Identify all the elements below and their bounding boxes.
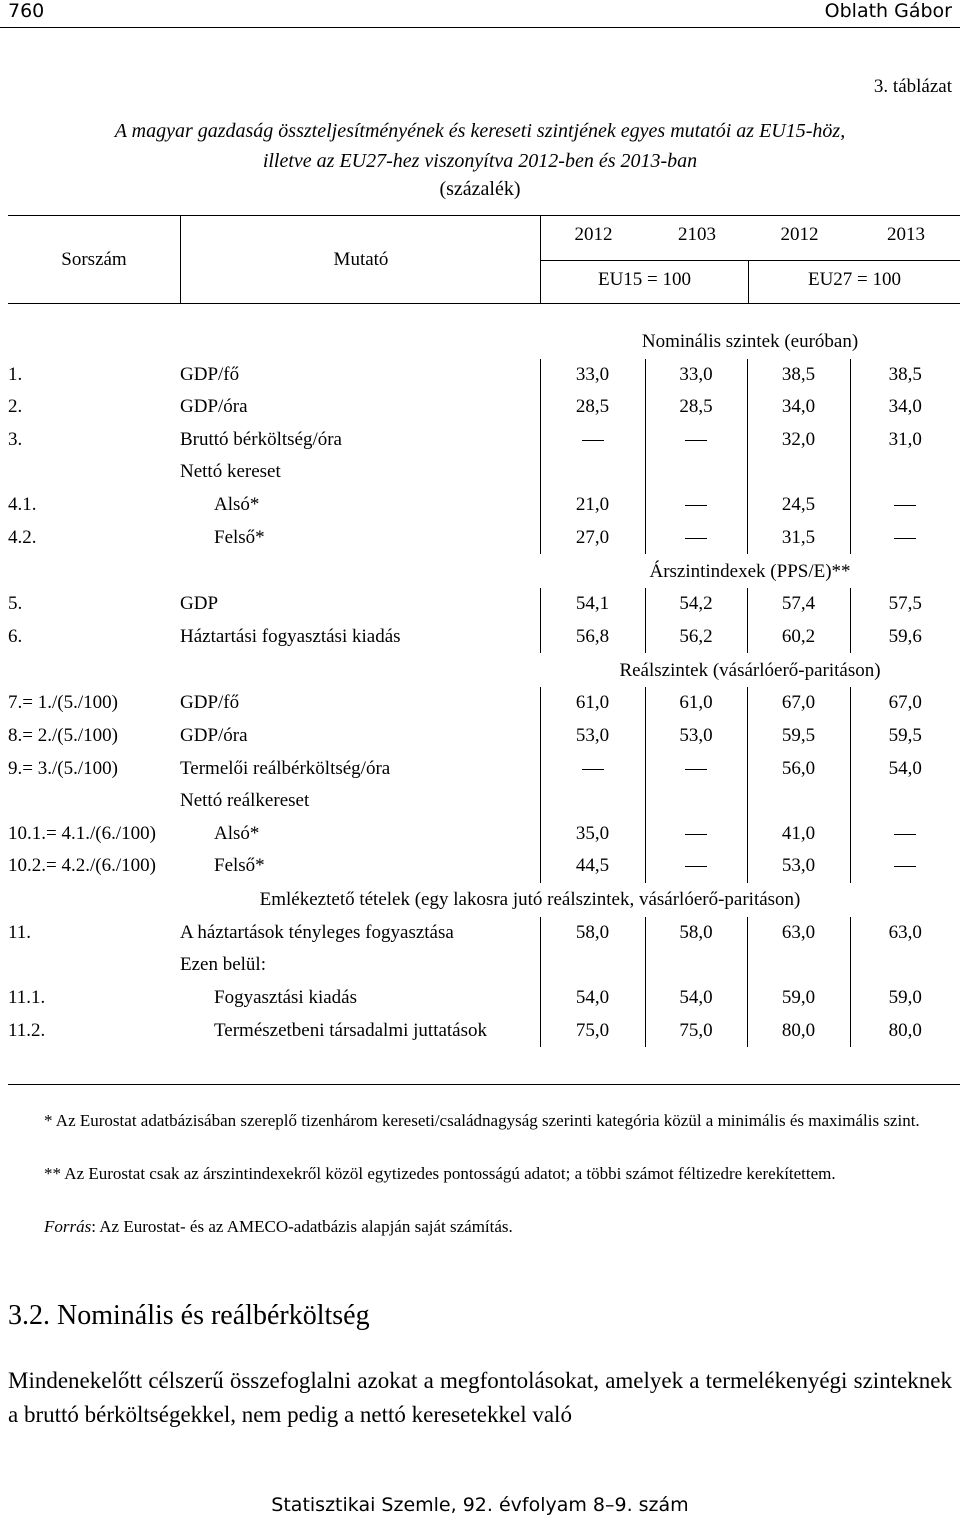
table-row <box>8 621 960 654</box>
row-label: Nettó reálkereset <box>180 790 310 812</box>
table-row <box>8 391 960 424</box>
table-row <box>8 982 960 1015</box>
header-divider <box>541 260 960 261</box>
row-label: Alsó* <box>214 822 260 844</box>
row-number: 4.1. <box>8 493 37 515</box>
section-blank-cell <box>8 326 540 359</box>
table-row <box>8 917 960 950</box>
footnote-1-text: * Az Eurostat adatbázisában szereplő tizenhárom kereseti/családnagyság szerinti kategória közül a minimális és maximális szint. <box>44 1111 920 1130</box>
value-cell <box>850 949 960 982</box>
table-row <box>8 818 960 851</box>
row-number: 11.1. <box>8 987 46 1009</box>
value-cell <box>850 785 960 818</box>
data-table <box>8 326 960 1047</box>
value-cell: 38,5 <box>747 359 850 392</box>
section-title: Árszintindexek (PPS/E)** <box>649 560 851 582</box>
section-row <box>8 556 960 589</box>
table-title-line2: illetve az EU27-hez viszonyítva 2012-ben és 2013-ban <box>262 150 698 172</box>
table-row <box>8 949 960 982</box>
footnote-2 <box>8 1161 952 1188</box>
dash-mark <box>685 769 707 770</box>
value-cell <box>645 850 747 883</box>
value-cell <box>850 522 960 555</box>
value-cell: 34,0 <box>850 391 960 424</box>
value-cell: 54,0 <box>540 982 645 1015</box>
value-cell <box>540 949 645 982</box>
row-label: GDP/óra <box>180 724 248 746</box>
table-row <box>8 359 960 392</box>
table-row <box>8 456 960 489</box>
value-cell: 59,0 <box>850 982 960 1015</box>
row-number: 3. <box>8 428 23 450</box>
value-cell: 33,0 <box>540 359 645 392</box>
source-note <box>8 1214 952 1241</box>
value-cell <box>850 489 960 522</box>
value-cell: 38,5 <box>850 359 960 392</box>
dash-mark <box>685 866 707 867</box>
value-cell: 75,0 <box>645 1015 747 1048</box>
value-cell <box>645 753 747 786</box>
table-row <box>8 720 960 753</box>
value-cell: 57,5 <box>850 588 960 621</box>
value-cell: 34,0 <box>747 391 850 424</box>
value-cell: 80,0 <box>747 1015 850 1048</box>
row-number: 4.2. <box>8 526 37 548</box>
table-bottom-rule <box>8 1084 960 1085</box>
value-cell: 24,5 <box>747 489 850 522</box>
section-title: Reálszintek (vásárlóerő-paritáson) <box>619 659 881 681</box>
row-number <box>8 456 180 489</box>
row-label: Háztartási fogyasztási kiadás <box>180 625 401 647</box>
value-cell <box>645 949 747 982</box>
row-label: Termelői reálbérköltség/óra <box>180 757 391 779</box>
value-cell <box>747 456 850 489</box>
row-label: Ezen belül: <box>180 954 266 976</box>
value-cell <box>747 785 850 818</box>
row-number: 10.1.= 4.1./(6./100) <box>8 822 156 844</box>
dash-mark <box>685 834 707 835</box>
dash-mark <box>685 440 707 441</box>
value-cell: 28,5 <box>540 391 645 424</box>
value-cell: 61,0 <box>645 687 747 720</box>
value-cell: 75,0 <box>540 1015 645 1048</box>
section-row <box>8 326 960 359</box>
value-cell: 56,2 <box>645 621 747 654</box>
value-cell: 28,5 <box>645 391 747 424</box>
value-cell: 44,5 <box>540 850 645 883</box>
value-cell: 54,0 <box>645 982 747 1015</box>
section-blank-cell <box>8 556 540 589</box>
value-cell: 56,0 <box>747 753 850 786</box>
value-cell <box>645 489 747 522</box>
section-title: Nominális szintek (euróban) <box>641 331 859 352</box>
value-cell: 21,0 <box>540 489 645 522</box>
value-cell: 53,0 <box>645 720 747 753</box>
value-cell: 35,0 <box>540 818 645 851</box>
dash-mark <box>894 538 916 539</box>
row-label: Nettó kereset <box>180 461 281 483</box>
dash-mark <box>894 866 916 867</box>
value-cell: 27,0 <box>540 522 645 555</box>
value-cell: 67,0 <box>747 687 850 720</box>
row-number <box>8 785 180 818</box>
value-cell: 63,0 <box>850 917 960 950</box>
row-label: Felső* <box>214 526 265 548</box>
value-cell <box>850 456 960 489</box>
value-cell: 58,0 <box>540 917 645 950</box>
table-row <box>8 522 960 555</box>
row-label: A háztartások tényleges fogyasztása <box>180 921 454 943</box>
value-cell: 53,0 <box>747 850 850 883</box>
value-cell: 31,5 <box>747 522 850 555</box>
section-blank-cell <box>8 884 180 917</box>
row-label: Természetbeni társadalmi juttatások <box>214 1019 488 1041</box>
dash-mark <box>894 834 916 835</box>
value-cell: 60,2 <box>747 621 850 654</box>
footnote-2-text: ** Az Eurostat csak az árszintindexekről közöl egytizedes pontosságú adatot; a többi számot féltizedre kerekítettem. <box>44 1164 836 1183</box>
value-cell <box>645 424 747 457</box>
dash-mark <box>582 440 604 441</box>
row-label: Felső* <box>214 855 265 877</box>
table-row <box>8 785 960 818</box>
row-number: 7.= 1./(5./100) <box>8 692 118 714</box>
value-cell <box>540 753 645 786</box>
table-row <box>8 588 960 621</box>
year-header: 2103 <box>678 224 716 245</box>
table-row <box>8 424 960 457</box>
source-label: Forrás <box>44 1217 92 1236</box>
group-header-eu27: EU27 = 100 <box>807 269 902 290</box>
section-row <box>8 655 960 688</box>
body-paragraph: Mindenekelőtt célszerű összefoglalni azokat a megfontolásokat, amelyek a termelékenyégi szinteknek a bruttó bérköltségekkel, nem pedig a nettó keresetekkel való <box>8 1368 952 1427</box>
group-header-eu15: EU15 = 100 <box>597 269 692 290</box>
value-cell <box>645 818 747 851</box>
value-cell: 59,0 <box>747 982 850 1015</box>
column-header-mutato: Mutató <box>180 216 541 303</box>
table-row <box>8 850 960 883</box>
table-subtitle: (százalék) <box>439 178 521 200</box>
row-label: GDP/fő <box>180 363 240 385</box>
dash-mark <box>685 505 707 506</box>
year-header: 2013 <box>887 224 925 245</box>
value-cell: 32,0 <box>747 424 850 457</box>
section-blank-cell <box>8 655 540 688</box>
row-number: 9.= 3./(5./100) <box>8 757 118 779</box>
source-text: : Az Eurostat- és az AMECO-adatbázis alapján saját számítás. <box>91 1217 513 1236</box>
value-cell: 80,0 <box>850 1015 960 1048</box>
row-label: GDP <box>180 593 219 615</box>
value-cell: 63,0 <box>747 917 850 950</box>
value-cell: 54,1 <box>540 588 645 621</box>
year-header-group <box>540 216 960 303</box>
value-cell <box>540 456 645 489</box>
row-number: 11. <box>8 921 32 943</box>
table-row <box>8 753 960 786</box>
value-cell <box>645 522 747 555</box>
row-number: 1. <box>8 363 23 385</box>
value-cell: 67,0 <box>850 687 960 720</box>
running-author: Oblath Gábor <box>824 0 952 22</box>
value-cell: 54,0 <box>850 753 960 786</box>
row-number: 11.2. <box>8 1019 46 1041</box>
row-number: 5. <box>8 593 23 615</box>
value-cell <box>645 785 747 818</box>
value-cell: 56,8 <box>540 621 645 654</box>
row-label: GDP/óra <box>180 396 248 418</box>
value-cell <box>747 949 850 982</box>
row-number: 8.= 2./(5./100) <box>8 724 118 746</box>
year-header: 2012 <box>780 224 819 245</box>
row-number: 10.2.= 4.2./(6./100) <box>8 855 156 877</box>
section-row <box>8 884 960 917</box>
row-label: Fogyasztási kiadás <box>214 987 358 1009</box>
value-cell: 61,0 <box>540 687 645 720</box>
value-cell: 58,0 <box>645 917 747 950</box>
footnote-1 <box>8 1108 952 1135</box>
row-number: 2. <box>8 396 23 418</box>
value-cell <box>850 850 960 883</box>
column-header-sorszam: Sorszám <box>61 249 127 270</box>
header-rule <box>0 27 960 28</box>
table-row <box>8 1015 960 1048</box>
value-cell: 54,2 <box>645 588 747 621</box>
value-cell: 59,5 <box>747 720 850 753</box>
section-heading: 3.2. Nominális és reálbérköltség <box>8 1300 370 1331</box>
value-cell: 57,4 <box>747 588 850 621</box>
table-header <box>8 215 960 304</box>
value-cell <box>540 424 645 457</box>
row-label: Bruttó bérköltség/óra <box>180 428 342 450</box>
dash-mark <box>685 538 707 539</box>
dash-mark <box>582 769 604 770</box>
table-row <box>8 687 960 720</box>
row-number: 6. <box>8 625 23 647</box>
value-cell <box>540 785 645 818</box>
page-number: 760 <box>8 0 45 22</box>
value-cell: 53,0 <box>540 720 645 753</box>
value-cell: 33,0 <box>645 359 747 392</box>
section-title: Emlékeztető tételek (egy lakosra jutó reálszintek, vásárlóerő-paritáson) <box>259 889 801 911</box>
table-row <box>8 489 960 522</box>
value-cell: 59,5 <box>850 720 960 753</box>
year-header: 2012 <box>574 224 613 245</box>
value-cell: 59,6 <box>850 621 960 654</box>
table-title-line1: A magyar gazdaság összteljesítményének és kereseti szintjének egyes mutatói az EU15-höz, <box>114 120 846 142</box>
row-label: GDP/fő <box>180 692 240 714</box>
value-cell <box>850 818 960 851</box>
value-cell <box>645 456 747 489</box>
value-cell: 31,0 <box>850 424 960 457</box>
value-cell: 41,0 <box>747 818 850 851</box>
row-number <box>8 949 180 982</box>
running-footer: Statisztikai Szemle, 92. évfolyam 8–9. szám <box>271 1494 689 1516</box>
table-label: 3. táblázat <box>873 76 952 97</box>
row-label: Alsó* <box>214 493 260 515</box>
dash-mark <box>894 505 916 506</box>
